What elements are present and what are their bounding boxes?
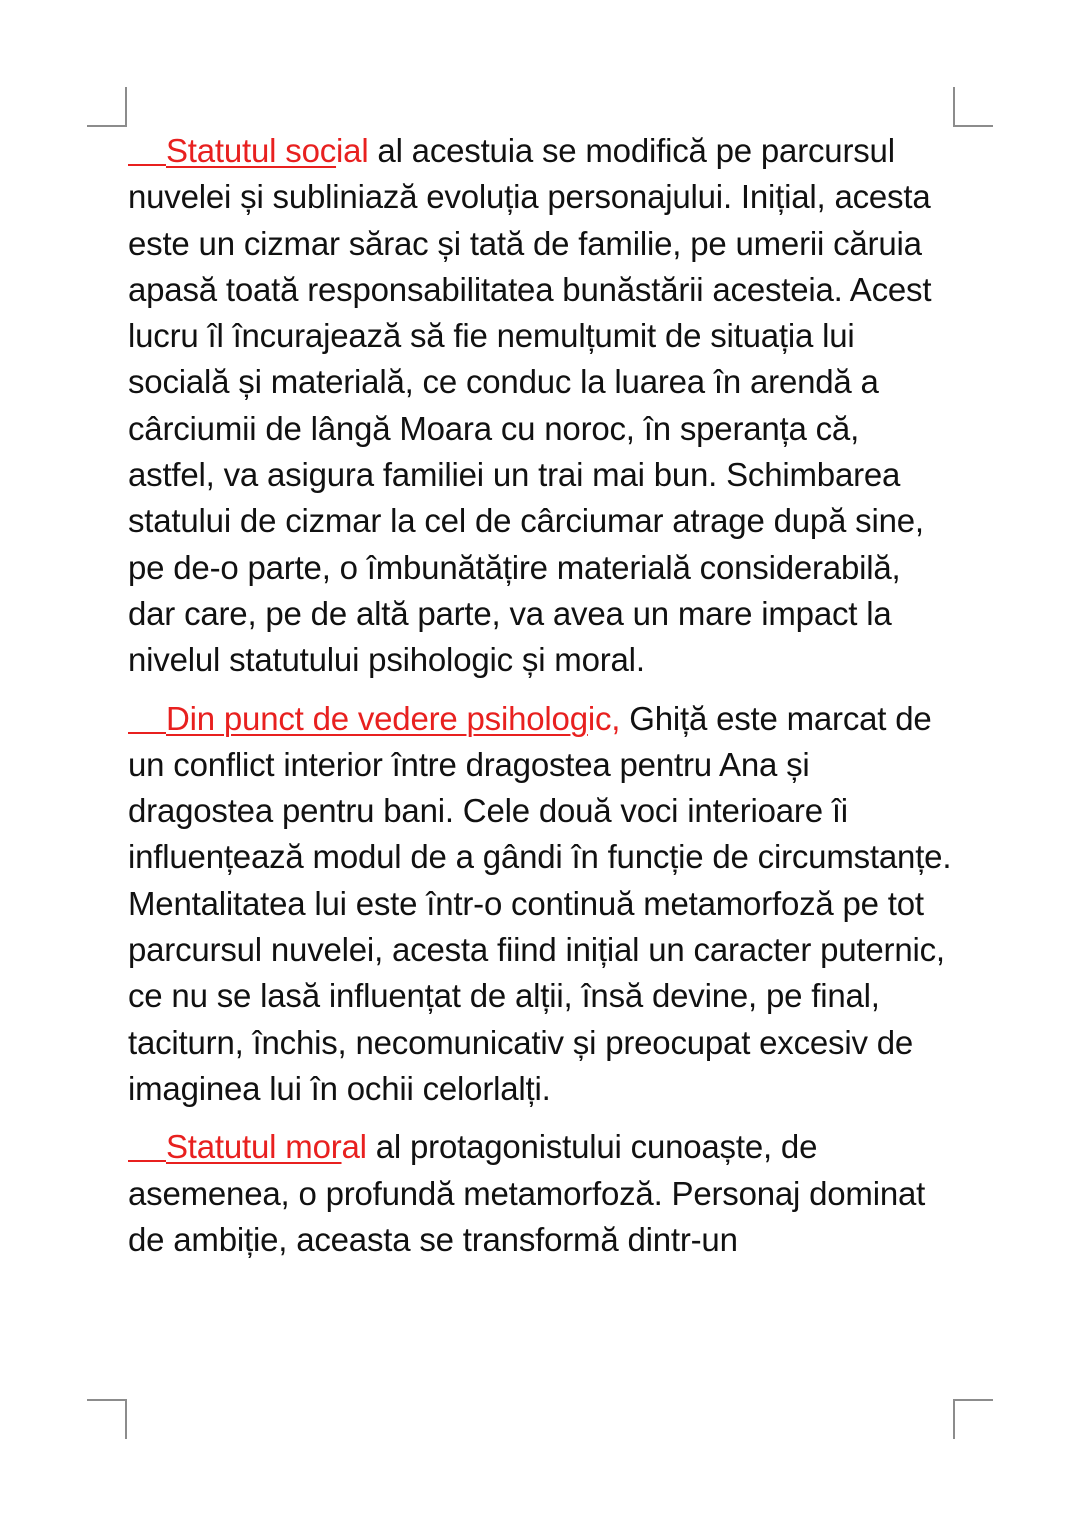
crop-mark-top-left bbox=[87, 87, 127, 127]
paragraph-text: al acestuia se modifică pe parcursul nuvelei și subliniază evoluția personajului. Inițial, acesta este un cizmar sărac și tată de familie, pe umerii căruia apasă toată responsabilitatea bunăstării acesteia. Acest lucru îl încurajează să fie nemulțumit de situația lui socială și materială, ce conduc la luarea în arendă a cârciumii de lângă Moara cu noroc, în speranța că, astfel, va asigura familiei un trai mai bun. Schimbarea statului de cizmar la cel de cârciumar atrage după sine, pe de-o parte, o îmbunătățire materială considerabilă, dar care, pe de altă parte, va avea un mare impact la nivelul statutului psihologic și moral. bbox=[128, 132, 932, 679]
paragraph-text: Ghiță este marcat de un conflict interior între dragostea pentru Ana și dragostea pentru bani. Cele două voci interioare îi influențează modul de a gândi în funcție de circumstanțe. Mentalitatea lui este într-o continuă metamorfoză pe tot parcursul nuvelei, acesta fiind inițial un caracter puternic, ce nu se lasă influențat de alții, însă devine, pe final, taciturn, închis, necomunicativ și preocupat excesiv de imaginea lui în ochii celorlalți. bbox=[128, 699, 952, 1107]
indent-underline bbox=[128, 162, 166, 166]
crop-mark-bottom-right bbox=[953, 1399, 993, 1439]
paragraph-text: al protagonistului cunoaște, de asemenea, o profundă metamorfoză. Personaj dominat de ambiție, aceasta se transformă dintr-un bbox=[128, 1128, 926, 1258]
heading-psychological: Din punct de vedere psihologic, bbox=[166, 699, 621, 737]
indent-underline bbox=[128, 730, 166, 734]
paragraph-psychological bbox=[128, 696, 954, 1113]
heading-moral-status: Statutul moral bbox=[166, 1128, 367, 1166]
heading-social-status: Statutul social bbox=[166, 132, 369, 169]
paragraph-moral-status bbox=[128, 1124, 954, 1263]
crop-mark-bottom-left bbox=[87, 1399, 127, 1439]
paragraph-social-status bbox=[128, 128, 954, 684]
indent-underline bbox=[128, 1158, 166, 1162]
crop-mark-top-right bbox=[953, 87, 993, 127]
document-body[interactable] bbox=[128, 128, 954, 1275]
